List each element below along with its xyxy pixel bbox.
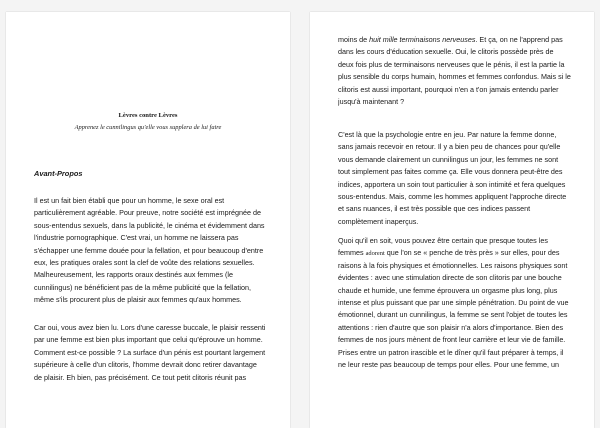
emphasis-text: adorent: [365, 250, 385, 258]
text-line: jusqu'à maintenant ?: [338, 96, 405, 106]
text-line: vous demande clairement un cunnilingus un jour, les femmes ne sont: [338, 154, 559, 164]
text-run: . Et ça, on ne l'apprend pas: [475, 35, 563, 44]
text-line: Comment est-ce possible ? La surface d'un pénis est pourtant largement: [34, 347, 266, 357]
text-line: cunnilingus) ne bénéficient pas de la même publicité que la fellation,: [34, 282, 251, 292]
text-line: ne leur reste pas beaucoup de temps pour elles. Pour une femme, un: [338, 359, 559, 369]
text-line: Car oui, vous avez bien lu. Lors d'une caresse buccale, le plaisir ressenti: [34, 323, 266, 332]
left-paragraph-2: [34, 322, 268, 384]
document-subtitle: Apprenez le cunnilingus qu'elle vous supplera de lui faire: [74, 124, 222, 131]
text-line: émotionnel, durant un cunnilingus, la femme se sent l'objet de toutes les: [338, 310, 568, 320]
text-line: clitoris est aussi important, pourquoi n'en a t'on jamais entendu parler: [338, 84, 559, 94]
left-page: [6, 12, 290, 428]
text-line: raisons à la fois physiques et émotionnelles. Les raisons physiques sont: [338, 260, 568, 270]
text-line: sous-entendus. Mais, comme les hommes appliquent l'approche directe: [338, 191, 567, 201]
text-run: femmes: [338, 248, 366, 258]
text-line: dans les cours d'éducation sexuelle. Oui, le clitoris possède près de: [338, 47, 554, 57]
text-line: s'échapper une femme douée pour la fellation, et pour beaucoup d'entre: [34, 245, 264, 255]
text-line: intense et plus puissant que par une simple pénétration. Du point de vue: [338, 297, 569, 307]
text-line: même s'ils procurent plus de plaisir aux femmes qu'aux hommes.: [34, 295, 242, 305]
document-title: Lèvres contre Lèvres: [118, 112, 178, 119]
section-heading: Avant-Propos: [34, 169, 83, 178]
text-line: l'industrie pornographique. C'est vrai, un homme ne laissera pas: [34, 233, 239, 243]
text-line: complètement inaperçus.: [338, 216, 419, 226]
text-line: évidentes : avec une stimulation directe de son clitoris par une bouche: [338, 273, 562, 283]
right-paragraph-3: [338, 235, 572, 371]
right-paragraph-1: [338, 34, 572, 108]
text-line: supérieure à celle d'un clitoris, l'homme devrait donc retirer davantage: [34, 360, 257, 370]
text-line: eux, les pratiques orales sont la clef de voûte des relations sexuelles.: [34, 257, 255, 267]
text-line: particulièrement agréable. Pour preuve, notre société est imprégnée de: [34, 208, 261, 218]
text-line: plus sensible du corps humain, hommes et femmes confondus. Mais si le: [338, 72, 571, 82]
text-line: Il est un fait bien établi que pour un homme, le sexe oral est: [34, 196, 225, 205]
text-line: Malheureusement, les rapports oraux destinés aux femmes (le: [34, 270, 233, 280]
text-line: tout simplement pas faites comme ça. Elle vous donnera peut-être des: [338, 167, 563, 177]
text-line: sous-entendus sexuels, dans la publicité, le cinéma et évidemment dans: [34, 220, 265, 230]
text-line: sans jamais recevoir en retour. Il y a bien peu de chances pour qu'elle: [338, 142, 561, 152]
text-run: moins de: [338, 35, 370, 44]
text-line: femmes de nos jours mènent de front leur carrière et leur vie de famille.: [338, 335, 566, 345]
text-line: [338, 34, 572, 46]
text-line: [338, 247, 572, 259]
emphasis-text: huit mille terminaisons nerveuses: [369, 35, 476, 44]
text-line: chaude et humide, une femme éprouvera un orgasme plus long, plus: [338, 285, 558, 295]
text-line: et sans nuances, il est très possible que ces indices passent: [338, 204, 531, 214]
text-line: Quoi qu'il en soit, vous pouvez être certain que presque toutes les: [338, 236, 548, 245]
text-line: C'est là que la psychologie entre en jeu. Par nature la femme donne,: [338, 130, 557, 139]
text-line: deux fois plus de terminaisons nerveuses que le pénis, il est la partie la: [338, 59, 565, 69]
left-paragraph-1: [34, 195, 268, 307]
text-run: que l'on se « penche de très près » sur elles, pour des: [384, 248, 560, 258]
text-line: Prises entre un patron irascible et le dîner qu'il faut préparer à temps, il: [338, 347, 564, 357]
text-line: de plaisir. Eh bien, pas précisément. Ce tout petit clitoris réunit pas: [34, 372, 247, 382]
text-line: par une femme est bien plus important que celui qu'éprouve un homme.: [34, 335, 263, 345]
text-line: attentions : rien d'autre que son plaisir n'a alors d'importance. Bien des: [338, 322, 564, 332]
text-line: indices, apportera un soin tout particulier à son intimité et fera quelques: [338, 179, 566, 189]
right-page: [310, 12, 594, 428]
right-paragraph-2: [338, 129, 572, 228]
